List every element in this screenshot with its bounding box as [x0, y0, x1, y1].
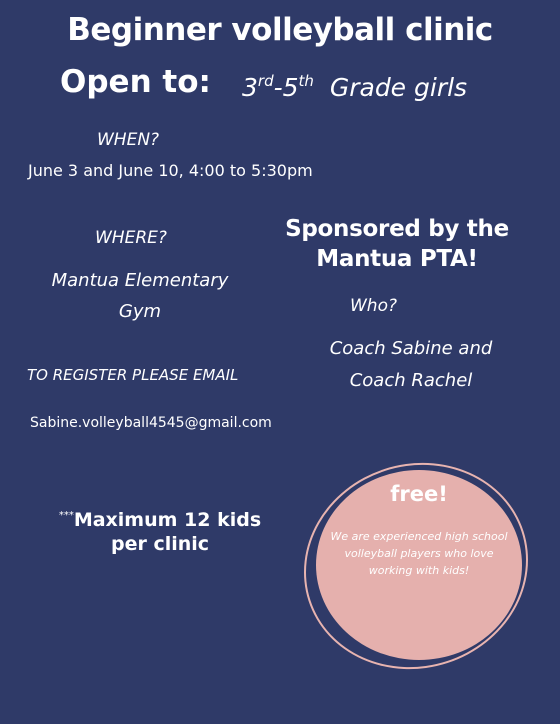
where-value: Mantua Elementary Gym [51, 270, 229, 322]
when-value: June 3 and June 10, 4:00 to 5:30pm [28, 161, 313, 180]
who-label: Who? [350, 296, 398, 316]
grade-range [242, 72, 467, 102]
grade-end-suffix: th [298, 72, 314, 90]
when-label: WHEN? [97, 130, 160, 150]
register-label: TO REGISTER PLEASE EMAIL [27, 366, 239, 384]
max-kids-text: Maximum 12 kids per clinic [73, 509, 262, 555]
register-email[interactable]: Sabine.volleyball4545@gmail.com [30, 415, 272, 431]
note-asterisks: *** [58, 510, 74, 521]
max-kids-note [40, 504, 280, 556]
free-badge-title: free! [390, 482, 448, 506]
free-badge-text: We are experienced high school volleyball players who love working with kids! [330, 530, 508, 577]
sponsor-text: Sponsored by the Mantua PTA! [285, 216, 509, 272]
page-title: Beginner volleyball clinic [67, 12, 493, 48]
grade-start-suffix: rd [257, 72, 274, 90]
grade-start: 3 [242, 73, 258, 102]
grade-suffix: Grade girls [329, 73, 468, 102]
where-label: WHERE? [95, 228, 167, 248]
open-to-label: Open to: [60, 64, 211, 100]
who-value: Coach Sabine and Coach Rachel [329, 338, 493, 391]
grade-dash: -5 [273, 73, 299, 102]
